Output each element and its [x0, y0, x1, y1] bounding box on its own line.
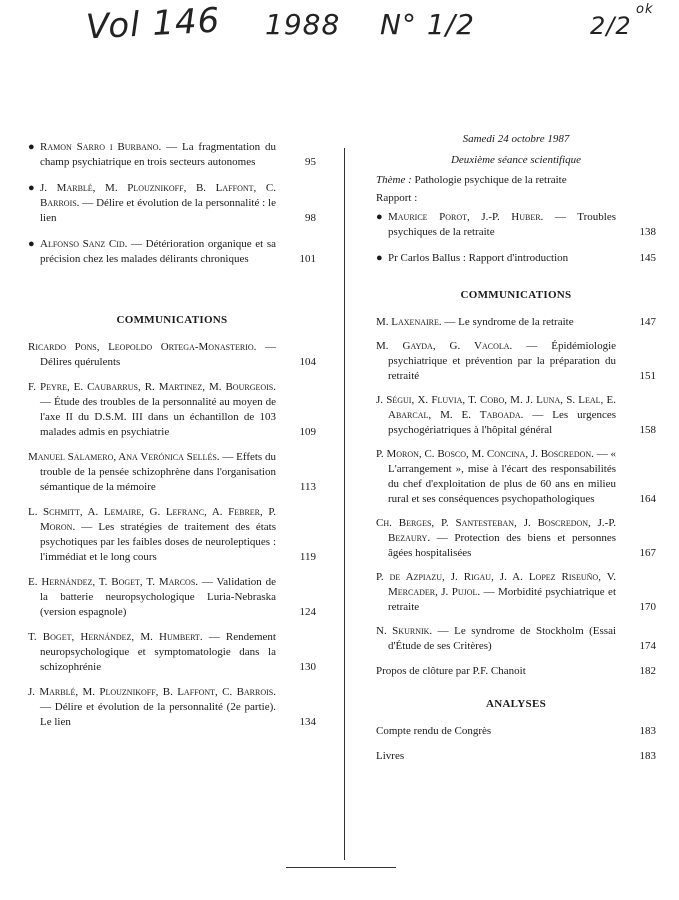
toc-entry: L. Schmitt, A. Lemaire, G. Lefranc, A. Febrer, P. Moron. — Les stratégies de traitement des états psychotiques par les faibles doses de neuroleptiques : l'immédiat et le long cours 119 — [28, 506, 316, 563]
handwritten-corner: 2/2 — [590, 12, 632, 40]
bullet-icon: ● — [28, 182, 35, 194]
handwritten-year: 1988 — [265, 8, 341, 41]
toc-entry: ● Maurice Porot, J.-P. Huber. — Troubles psychiques de la retraite 138 — [376, 211, 656, 238]
page-number: 164 — [639, 493, 656, 505]
toc-entry: Compte rendu de Congrès 183 — [376, 725, 656, 737]
page-number: 167 — [639, 547, 656, 559]
page-number: 151 — [639, 370, 656, 382]
session-title: Deuxième séance scientifique — [450, 154, 582, 166]
section-heading-communications: COMMUNICATIONS — [116, 314, 228, 326]
page-number: 147 — [639, 316, 656, 328]
toc-entry: M. Laxenaire. — Le syndrome de la retraite 147 — [376, 316, 656, 328]
handwritten-corner-note: ok — [636, 2, 654, 17]
page-number: 145 — [639, 252, 656, 264]
theme-line: Thème : Pathologie psychique de la retraite — [376, 174, 567, 186]
section-heading-communications: COMMUNICATIONS — [460, 289, 572, 301]
page-number: 138 — [639, 226, 656, 238]
toc-entry: E. Hernández, T. Boget, T. Marcos. — Validation de la batterie neuropsychologique Luria-Nebraska (version espagnole) 124 — [28, 576, 316, 618]
toc-entry: ● Alfonso Sanz Cid. — Détérioration organique et sa précision chez les malades délirants chroniques 101 — [28, 238, 316, 265]
section-heading-analyses: ANALYSES — [485, 698, 547, 710]
toc-entry: M. Gayda, G. Vacola. — Épidémiologie psychiatrique et prévention par la préparation du retraité 151 — [376, 340, 656, 382]
page-number: 170 — [639, 601, 656, 613]
toc-entry: Ricardo Pons, Leopoldo Ortega-Monasterio. — Délires quérulents 104 — [28, 341, 316, 368]
bullet-icon: ● — [376, 211, 383, 223]
toc-entry-closing: Propos de clôture par P.F. Chanoit 182 — [376, 665, 656, 677]
page-number: 183 — [639, 725, 656, 737]
toc-entry: P. de Azpiazu, J. Rigau, J. A. Lopez Riseuño, V. Mercader, J. Pujol. — Morbidité psychiatrique et retraite 170 — [376, 571, 656, 613]
page-number: 182 — [639, 665, 656, 677]
toc-entry: ● Pr Carlos Ballus : Rapport d'introduction 145 — [376, 252, 656, 264]
page-number: 113 — [299, 481, 316, 493]
bullet-icon: ● — [28, 141, 35, 153]
toc-entry: ● Ramon Sarro i Burbano. — La fragmentation du champ psychiatrique en trois secteurs autonomes 95 — [28, 141, 316, 168]
column-divider — [344, 148, 345, 860]
toc-entry: T. Boget, Hernández, M. Humbert. — Rendement neuropsychologique et symptomatologie dans la schizophrénie 130 — [28, 631, 316, 673]
page-number: 101 — [299, 253, 316, 265]
page-number: 95 — [305, 156, 316, 168]
right-column — [376, 128, 656, 764]
bottom-rule — [286, 867, 396, 868]
toc-entry: Ch. Berges, P. Santesteban, J. Boscredon, J.-P. Bezaury. — Protection des biens et personnes âgées hospitalisées 167 — [376, 517, 656, 559]
handwritten-number: N° 1/2 — [380, 8, 475, 41]
page-number: 158 — [639, 424, 656, 436]
page-number: 104 — [299, 356, 316, 368]
toc-entry: F. Peyre, E. Caubarrus, R. Martinez, M. Bourgeois. — Étude des troubles de la personnalité au moyen de l'axe II du D.S.M. III dans un échantillon de 103 malades admis en psychiatrie 109 — [28, 381, 316, 438]
rapport-label: Rapport : — [376, 192, 418, 204]
page-number: 134 — [299, 716, 316, 728]
toc-entry: Livres 183 — [376, 750, 656, 762]
page-number: 109 — [299, 426, 316, 438]
toc-entry: P. Moron, C. Bosco, M. Concina, J. Boscredon. — « L'arrangement », mise à l'écart des responsabilités du chef d'exploitation de plus de 60 ans en milieu rural et ses conséquences psychopathologiques 164 — [376, 448, 656, 505]
left-column — [28, 128, 316, 730]
toc-entry: J. Ségui, X. Fluvia, T. Cobo, M. J. Luna, S. Leal, E. Abarcal, M. E. Taboada. — Les urgences psychogériatriques à l'hôpital général 158 — [376, 394, 656, 436]
toc-entry: N. Skurnik. — Le syndrome de Stockholm (Essai d'Étude de ses Critères) 174 — [376, 625, 656, 652]
handwritten-volume: Vol 146 — [85, 0, 222, 48]
page-number: 98 — [305, 212, 316, 224]
toc-entry: J. Marblé, M. Plouznikoff, B. Laffont, C. Barrois. — Délire et évolution de la personnalité (2e partie). Le lien 134 — [28, 686, 316, 728]
page-number: 183 — [639, 750, 656, 762]
bullet-icon: ● — [28, 238, 35, 250]
session-date: Samedi 24 octobre 1987 — [462, 133, 570, 145]
bullet-icon: ● — [376, 252, 383, 264]
page-number: 119 — [299, 551, 316, 563]
page-number: 174 — [639, 640, 656, 652]
toc-entry: ● J. Marblé, M. Plouznikoff, B. Laffont, C. Barrois. — Délire et évolution de la personnalité : le lien 98 — [28, 182, 316, 224]
toc-entry: Manuel Salamero, Ana Verónica Sellés. — Effets du trouble de la pensée schizophrène dans l'organisation sémantique de la mémoire 113 — [28, 451, 316, 493]
page-number: 124 — [299, 606, 316, 618]
page-number: 130 — [299, 661, 316, 673]
